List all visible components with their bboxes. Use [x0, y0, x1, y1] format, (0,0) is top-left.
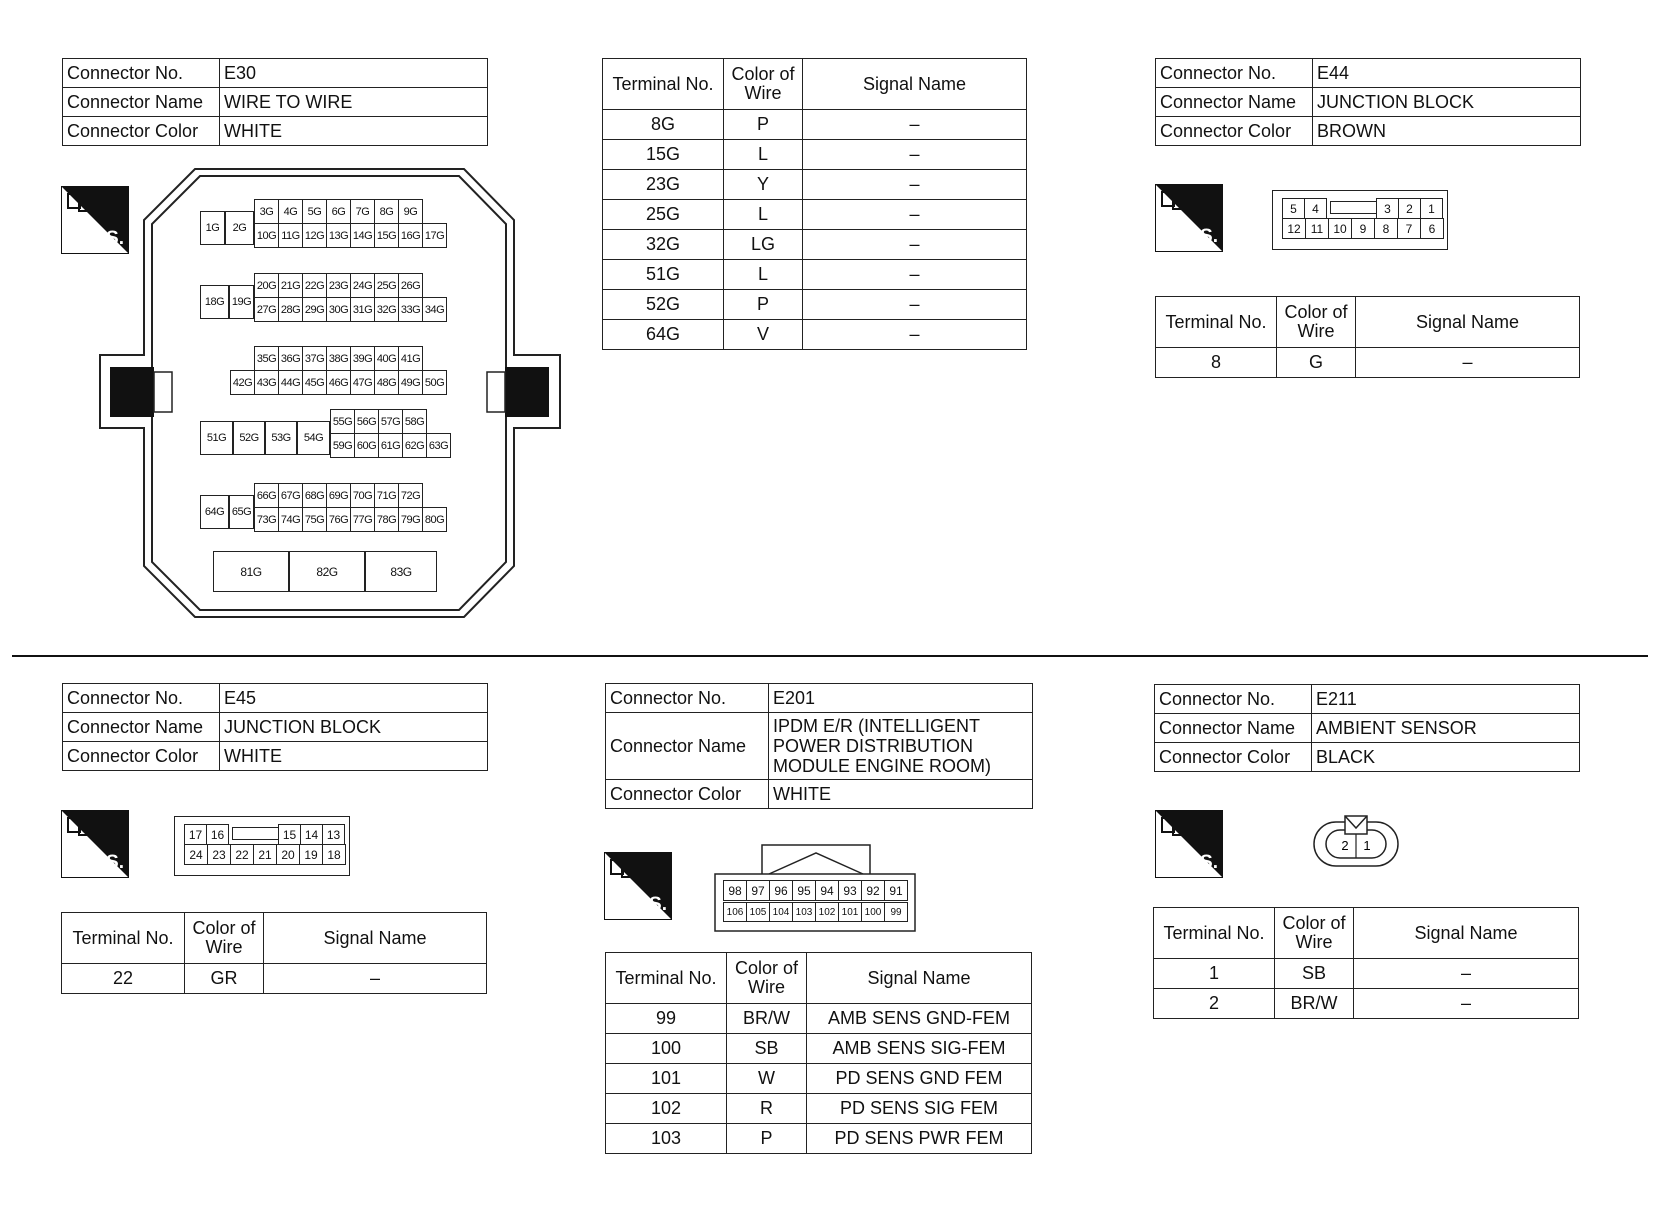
header-terminal: Terminal No.	[606, 953, 727, 1004]
pin-cell: 26G	[398, 273, 423, 298]
terminal-cell: 8	[1156, 348, 1277, 378]
pin-cell: 68G	[302, 483, 327, 508]
e211-connector-face	[1312, 814, 1400, 874]
pin-cell: 35G	[254, 346, 279, 371]
pin-cell: 19G	[229, 285, 254, 319]
label: Connector Name	[63, 88, 220, 117]
pin-cell: 19	[299, 844, 323, 865]
pin-cell: 1G	[200, 211, 225, 245]
terminal-cell: 8G	[603, 110, 724, 140]
table-row	[606, 780, 1033, 809]
pin-cell: 42G	[230, 370, 255, 395]
pin-cell: 63G	[426, 433, 451, 458]
signal-cell: –	[1356, 348, 1580, 378]
pin-cell: 58G	[402, 409, 427, 434]
pin-cell: 5	[1282, 198, 1305, 219]
header-signal: Signal Name	[264, 913, 487, 964]
signal-cell: –	[803, 320, 1027, 350]
pin-cell: 60G	[354, 433, 379, 458]
name-line: IPDM E/R (INTELLIGENT	[773, 716, 981, 736]
pin-cell: 15G	[374, 223, 399, 248]
pin-cell: 37G	[302, 346, 327, 371]
table-row	[603, 290, 1027, 320]
header-terminal: Terminal No.	[62, 913, 185, 964]
header-signal: Signal Name	[803, 59, 1027, 110]
pin-cell: 55G	[330, 409, 355, 434]
signal-cell: PD SENS PWR FEM	[807, 1124, 1032, 1154]
header-color	[1277, 297, 1356, 348]
pin-cell: 101	[838, 902, 862, 922]
terminal-cell: 100	[606, 1034, 727, 1064]
value: BLACK	[1312, 743, 1580, 772]
pin-cell: 81G	[213, 551, 289, 592]
label: Connector Name	[1155, 714, 1312, 743]
pin-cell: 30G	[326, 297, 351, 322]
table-row	[62, 964, 487, 994]
pin-cell: 99	[884, 902, 908, 922]
pin-cell: 9	[1351, 218, 1375, 239]
table-row	[63, 713, 488, 742]
signal-cell: –	[803, 260, 1027, 290]
table-header	[1154, 908, 1579, 959]
signal-cell: –	[803, 230, 1027, 260]
hs-icon	[61, 810, 129, 878]
value: WHITE	[220, 117, 488, 146]
pin-cell: 27G	[254, 297, 279, 322]
pin-cell: 100	[861, 902, 885, 922]
label: Connector No.	[1156, 59, 1313, 88]
pin-cell: 25G	[374, 273, 399, 298]
pin-cell: 80G	[422, 507, 447, 532]
pin-cell: 57G	[378, 409, 403, 434]
label: Connector Name	[1156, 88, 1313, 117]
value: E201	[769, 684, 1033, 713]
e211-pin: 1	[1363, 838, 1371, 853]
hs-label: H.S.	[1181, 852, 1218, 873]
terminal-cell: 51G	[603, 260, 724, 290]
pin-cell: 72G	[398, 483, 423, 508]
wire-color-cell: P	[727, 1124, 807, 1154]
terminal-cell: 25G	[603, 200, 724, 230]
label: Connector No.	[63, 684, 220, 713]
pin-cell: 15	[278, 824, 301, 845]
header-color	[1275, 908, 1354, 959]
value: AMBIENT SENSOR	[1312, 714, 1580, 743]
e201-terminal-table	[605, 952, 1032, 1154]
pin-cell: 6G	[326, 199, 351, 224]
header-signal: Signal Name	[807, 953, 1032, 1004]
table-row	[63, 59, 488, 88]
connector-icon	[1161, 189, 1189, 213]
value: JUNCTION BLOCK	[220, 713, 488, 742]
pin-cell: 18	[322, 844, 346, 865]
terminal-cell: 52G	[603, 290, 724, 320]
signal-cell: PD SENS SIG FEM	[807, 1094, 1032, 1124]
pin-cell: 31G	[350, 297, 375, 322]
wire-color-cell: Y	[724, 170, 803, 200]
label: Connector Color	[1156, 117, 1313, 146]
pin-cell: 47G	[350, 370, 375, 395]
terminal-cell: 1	[1154, 959, 1275, 989]
pin-cell: 17G	[422, 223, 447, 248]
header-signal: Signal Name	[1354, 908, 1579, 959]
table-row	[603, 230, 1027, 260]
hs-label: H.S.	[630, 894, 667, 915]
label: Connector Color	[1155, 743, 1312, 772]
pin-cell: 76G	[326, 507, 351, 532]
terminal-cell: 101	[606, 1064, 727, 1094]
hs-label: H.S.	[87, 852, 124, 873]
table-row	[606, 1124, 1032, 1154]
table-row	[1154, 989, 1579, 1019]
pin-cell: 28G	[278, 297, 303, 322]
pin-cell: 65G	[229, 495, 254, 529]
pin-cell: 41G	[398, 346, 423, 371]
pin-cell: 62G	[402, 433, 427, 458]
pin-cell: 24G	[350, 273, 375, 298]
pin-cell: 34G	[422, 297, 447, 322]
wire-color-cell: BR/W	[727, 1004, 807, 1034]
value: WHITE	[769, 780, 1033, 809]
value: JUNCTION BLOCK	[1313, 88, 1581, 117]
table-row	[606, 1034, 1032, 1064]
hs-label: H.S.	[87, 228, 124, 249]
terminal-cell: 22	[62, 964, 185, 994]
pin-cell: 83G	[365, 551, 437, 592]
pin-cell: 17	[184, 824, 207, 845]
signal-cell: –	[264, 964, 487, 994]
pin-cell: 91	[884, 880, 908, 901]
header-color-line2: Wire	[744, 83, 782, 103]
table-row	[1154, 959, 1579, 989]
e211-terminal-table	[1153, 907, 1579, 1019]
label: Connector No.	[63, 59, 220, 88]
pin-cell: 2G	[225, 211, 254, 245]
pin-cell: 97	[746, 880, 770, 901]
table-header	[1156, 297, 1580, 348]
pin-cell: 2	[1398, 198, 1421, 219]
pin-cell: 18G	[200, 285, 229, 319]
table-row	[603, 260, 1027, 290]
pin-cell: 22G	[302, 273, 327, 298]
terminal-cell: 2	[1154, 989, 1275, 1019]
pin-cell: 7	[1397, 218, 1421, 239]
pin-cell: 38G	[326, 346, 351, 371]
table-row	[1155, 714, 1580, 743]
pin-cell: 45G	[302, 370, 327, 395]
header-color-line1: Color of	[192, 918, 256, 938]
pin-cell: 73G	[254, 507, 279, 532]
pin-cell: 8	[1374, 218, 1398, 239]
header-color-line2: Wire	[1295, 932, 1333, 952]
pin-cell: 7G	[350, 199, 375, 224]
pin-cell: 16	[206, 824, 229, 845]
pin-cell: 70G	[350, 483, 375, 508]
label: Connector No.	[606, 684, 769, 713]
pin-cell: 49G	[398, 370, 423, 395]
header-color-line1: Color of	[1282, 913, 1346, 933]
pin-cell: 52G	[233, 421, 265, 455]
pin-cell: 14G	[350, 223, 375, 248]
pin-cell: 5G	[302, 199, 327, 224]
connector-icon	[1161, 815, 1189, 839]
value: E30	[220, 59, 488, 88]
section-divider	[12, 655, 1648, 657]
pin-cell: 40G	[374, 346, 399, 371]
pin-cell: 61G	[378, 433, 403, 458]
wire-color-cell: V	[724, 320, 803, 350]
pin-cell: 21G	[278, 273, 303, 298]
value: E44	[1313, 59, 1581, 88]
table-header	[62, 913, 487, 964]
pin-cell: 79G	[398, 507, 423, 532]
header-color-line2: Wire	[1297, 321, 1335, 341]
wire-color-cell: L	[724, 140, 803, 170]
pin-cell: 66G	[254, 483, 279, 508]
pin-cell: 32G	[374, 297, 399, 322]
table-row	[606, 1094, 1032, 1124]
table-row	[1155, 685, 1580, 714]
pin-cell: 94	[815, 880, 839, 901]
e30-info-table	[62, 58, 488, 146]
pin-cell: 78G	[374, 507, 399, 532]
header-color-line1: Color of	[734, 958, 799, 978]
table-row	[1155, 743, 1580, 772]
pin-cell: 1	[1420, 198, 1443, 219]
wire-color-cell: BR/W	[1275, 989, 1354, 1019]
pin-cell: 59G	[330, 433, 355, 458]
value: BROWN	[1313, 117, 1581, 146]
pin-cell: 75G	[302, 507, 327, 532]
pin-cell: 11G	[278, 223, 303, 248]
terminal-cell: 99	[606, 1004, 727, 1034]
pin-cell: 22	[230, 844, 254, 865]
header-color-line2: Wire	[205, 937, 243, 957]
pin-cell: 43G	[254, 370, 279, 395]
pin-cell: 8G	[374, 199, 399, 224]
header-color-line2: Wire	[748, 977, 785, 997]
pin-cell: 11	[1305, 218, 1329, 239]
value	[769, 713, 1033, 780]
pin-cell: 16G	[398, 223, 423, 248]
pin-cell: 92	[861, 880, 885, 901]
connector-icon	[67, 191, 95, 215]
table-row	[606, 713, 1033, 780]
pin-cell: 4G	[278, 199, 303, 224]
label: Connector Color	[606, 780, 769, 809]
table-row	[1156, 117, 1581, 146]
terminal-cell: 103	[606, 1124, 727, 1154]
label: Connector Color	[63, 742, 220, 771]
e211-pin: 2	[1341, 838, 1349, 853]
pin-cell: 4	[1304, 198, 1327, 219]
hs-label: H.S.	[1181, 226, 1218, 247]
wire-color-cell: L	[724, 260, 803, 290]
pin-cell: 82G	[289, 551, 365, 592]
table-row	[63, 88, 488, 117]
pin-cell: 95	[792, 880, 816, 901]
value: WIRE TO WIRE	[220, 88, 488, 117]
pin-cell: 24	[184, 844, 208, 865]
header-terminal: Terminal No.	[1156, 297, 1277, 348]
pin-cell: 50G	[422, 370, 447, 395]
e45-info-table	[62, 683, 488, 771]
pin-cell: 56G	[354, 409, 379, 434]
pin-cell: 64G	[200, 495, 229, 529]
e44-info-table	[1155, 58, 1581, 146]
pin-cell: 23G	[326, 273, 351, 298]
pin-cell: 20	[276, 844, 300, 865]
pin-cell: 69G	[326, 483, 351, 508]
terminal-cell: 32G	[603, 230, 724, 260]
pin-cell: 105	[746, 902, 770, 922]
name-line: MODULE ENGINE ROOM)	[773, 756, 992, 776]
header-signal: Signal Name	[1356, 297, 1580, 348]
pin-cell: 20G	[254, 273, 279, 298]
terminal-cell: 15G	[603, 140, 724, 170]
table-row	[63, 742, 488, 771]
signal-cell: AMB SENS SIG-FEM	[807, 1034, 1032, 1064]
pin-cell: 36G	[278, 346, 303, 371]
pin-cell: 39G	[350, 346, 375, 371]
table-row	[603, 320, 1027, 350]
wire-color-cell: L	[724, 200, 803, 230]
header-color-line1: Color of	[1284, 302, 1348, 322]
hs-icon	[604, 852, 672, 920]
pin-cell: 96	[769, 880, 793, 901]
wire-color-cell: W	[727, 1064, 807, 1094]
pin-cell: 12	[1282, 218, 1306, 239]
table-row	[603, 200, 1027, 230]
header-color	[724, 59, 803, 110]
table-row	[603, 110, 1027, 140]
pin-cell: 12G	[302, 223, 327, 248]
pin-cell: 3	[1376, 198, 1399, 219]
signal-cell: AMB SENS GND-FEM	[807, 1004, 1032, 1034]
pin-cell: 9G	[398, 199, 423, 224]
connector-icon	[610, 857, 638, 881]
hs-icon	[1155, 184, 1223, 252]
pin-cell: 21	[253, 844, 277, 865]
pin-cell: 71G	[374, 483, 399, 508]
value: E45	[220, 684, 488, 713]
header-color	[727, 953, 807, 1004]
e45-terminal-table	[61, 912, 487, 994]
wire-color-cell: LG	[724, 230, 803, 260]
table-row	[606, 1004, 1032, 1034]
header-terminal: Terminal No.	[1154, 908, 1275, 959]
pin-cell: 46G	[326, 370, 351, 395]
signal-cell: –	[803, 290, 1027, 320]
pin-cell: 53G	[265, 421, 297, 455]
pin-cell: 104	[769, 902, 793, 922]
pin-cell: 13	[322, 824, 345, 845]
pin-cell: 106	[723, 902, 747, 922]
pin-cell: 48G	[374, 370, 399, 395]
label: Connector Color	[63, 117, 220, 146]
e30-terminal-table	[602, 58, 1027, 350]
hs-icon	[1155, 810, 1223, 878]
wire-color-cell: P	[724, 290, 803, 320]
wire-color-cell: SB	[1275, 959, 1354, 989]
header-color-line1: Color of	[731, 64, 795, 84]
pin-cell: 44G	[278, 370, 303, 395]
e201-info-table	[605, 683, 1033, 809]
e211-info-table	[1154, 684, 1580, 772]
table-row	[603, 170, 1027, 200]
pin-cell: 102	[815, 902, 839, 922]
signal-cell: –	[803, 140, 1027, 170]
header-terminal: Terminal No.	[603, 59, 724, 110]
pin-cell: 33G	[398, 297, 423, 322]
pin-cell: 23	[207, 844, 231, 865]
pin-cell: 10	[1328, 218, 1352, 239]
wire-color-cell: G	[1277, 348, 1356, 378]
pin-cell: 3G	[254, 199, 279, 224]
signal-cell: –	[1354, 989, 1579, 1019]
pin-cell: 29G	[302, 297, 327, 322]
pin-cell: 103	[792, 902, 816, 922]
pin-cell: 10G	[254, 223, 279, 248]
header-color	[185, 913, 264, 964]
signal-cell: –	[803, 170, 1027, 200]
terminal-cell: 64G	[603, 320, 724, 350]
pin-cell: 77G	[350, 507, 375, 532]
pin-cell: 6	[1420, 218, 1444, 239]
table-row	[1156, 348, 1580, 378]
wire-color-cell: GR	[185, 964, 264, 994]
table-header	[603, 59, 1027, 110]
signal-cell: –	[803, 110, 1027, 140]
signal-cell: –	[1354, 959, 1579, 989]
label: Connector Name	[606, 713, 769, 780]
pin-cell: 93	[838, 880, 862, 901]
connector-icon	[67, 815, 95, 839]
signal-cell: PD SENS GND FEM	[807, 1064, 1032, 1094]
pin-cell: 74G	[278, 507, 303, 532]
wire-color-cell: P	[724, 110, 803, 140]
label: Connector No.	[1155, 685, 1312, 714]
terminal-cell: 102	[606, 1094, 727, 1124]
pin-cell: 51G	[200, 421, 233, 455]
table-row	[63, 117, 488, 146]
pin-cell: 13G	[326, 223, 351, 248]
pin-cell: 14	[300, 824, 323, 845]
value: E211	[1312, 685, 1580, 714]
pin-cell: 54G	[297, 421, 330, 455]
table-row	[1156, 59, 1581, 88]
terminal-cell: 23G	[603, 170, 724, 200]
signal-cell: –	[803, 200, 1027, 230]
table-row	[606, 684, 1033, 713]
table-row	[606, 1064, 1032, 1094]
wire-color-cell: R	[727, 1094, 807, 1124]
pin-cell: 67G	[278, 483, 303, 508]
table-row	[1156, 88, 1581, 117]
table-row	[603, 140, 1027, 170]
table-row	[63, 684, 488, 713]
pin-cell: 98	[723, 880, 747, 901]
e44-terminal-table	[1155, 296, 1580, 378]
label: Connector Name	[63, 713, 220, 742]
table-header	[606, 953, 1032, 1004]
wire-color-cell: SB	[727, 1034, 807, 1064]
name-line: POWER DISTRIBUTION	[773, 736, 974, 756]
value: WHITE	[220, 742, 488, 771]
